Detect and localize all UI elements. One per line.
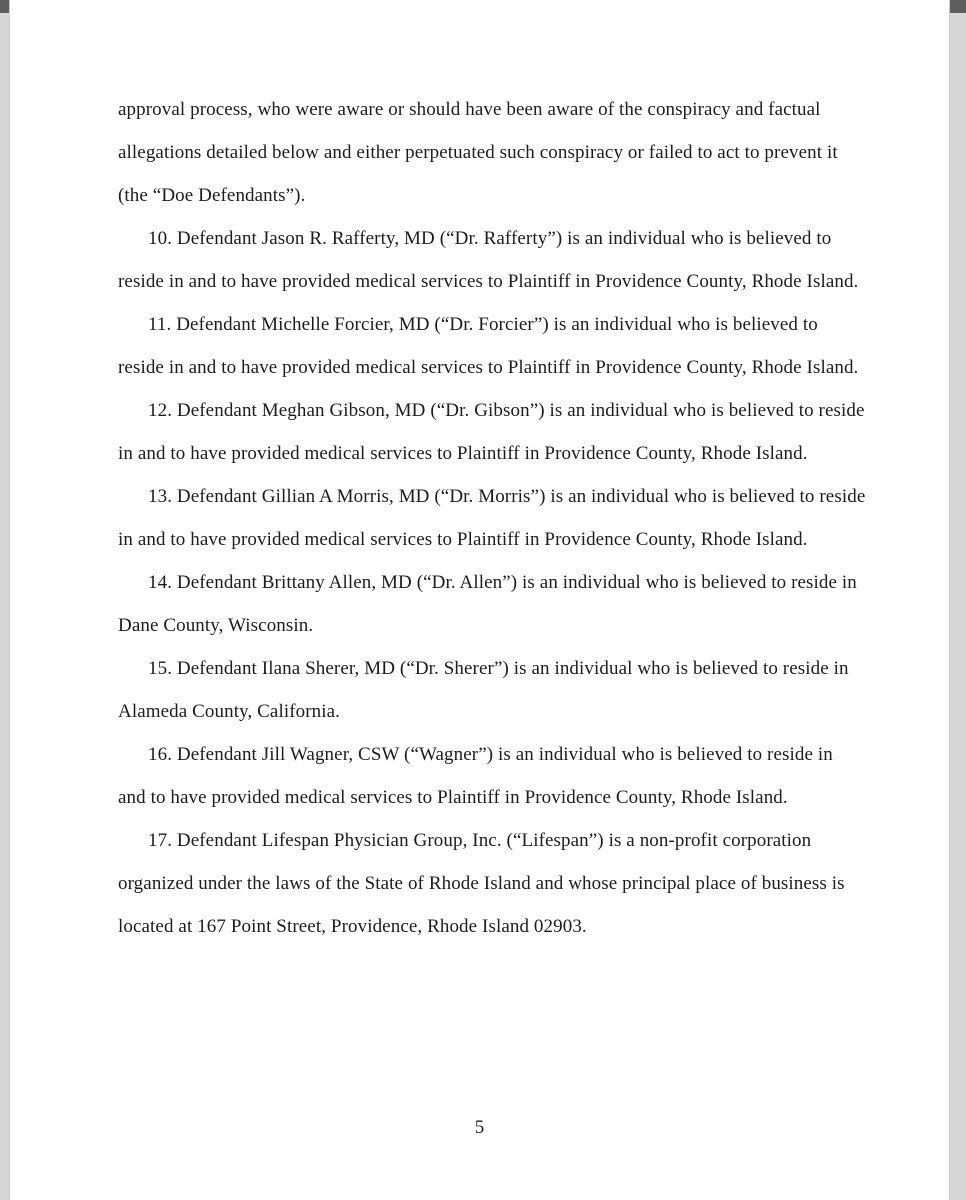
paragraph-line: 11. Defendant Michelle Forcier, MD (“Dr. Forcier”) is an individual who is believed to xyxy=(148,314,818,335)
right-page-edge xyxy=(949,0,966,1200)
paragraph-line: 10. Defendant Jason R. Rafferty, MD (“Dr. Rafferty”) is an individual who is believed to xyxy=(148,228,832,249)
paragraph-line: 17. Defendant Lifespan Physician Group, Inc. (“Lifespan”) is a non-profit corporation xyxy=(148,830,812,851)
paragraph-line: and to have provided medical services to Plaintiff in Providence County, Rhode Island. xyxy=(118,787,788,808)
paragraph-line: reside in and to have provided medical services to Plaintiff in Providence County, Rhode Island. xyxy=(118,271,859,292)
top-right-corner-mark xyxy=(950,0,966,13)
paragraph-line: Dane County, Wisconsin. xyxy=(118,615,314,636)
paragraph-line: approval process, who were aware or should have been aware of the conspiracy and factual xyxy=(118,99,821,120)
left-page-edge xyxy=(0,0,10,1200)
paragraph-line: located at 167 Point Street, Providence, Rhode Island 02903. xyxy=(118,916,587,937)
paragraph-line: 14. Defendant Brittany Allen, MD (“Dr. Allen”) is an individual who is believed to reside in xyxy=(148,572,857,593)
paragraph-line: allegations detailed below and either perpetuated such conspiracy or failed to act to prevent it xyxy=(118,142,838,163)
page-number: 5 xyxy=(474,1117,485,1138)
paragraph-line: reside in and to have provided medical services to Plaintiff in Providence County, Rhode Island. xyxy=(118,357,859,378)
paragraph-line: Alameda County, California. xyxy=(118,701,341,722)
document-page xyxy=(10,0,949,1200)
paragraph-line: 15. Defendant Ilana Sherer, MD (“Dr. Sherer”) is an individual who is believed to reside in xyxy=(148,658,849,679)
paragraph-line: 13. Defendant Gillian A Morris, MD (“Dr. Morris”) is an individual who is believed to reside xyxy=(148,486,866,507)
paragraph-line: organized under the laws of the State of Rhode Island and whose principal place of business is xyxy=(118,873,845,894)
document-text xyxy=(118,88,866,948)
paragraph-line: 12. Defendant Meghan Gibson, MD (“Dr. Gibson”) is an individual who is believed to reside xyxy=(148,400,865,421)
paragraph-line: in and to have provided medical services to Plaintiff in Providence County, Rhode Island. xyxy=(118,443,808,464)
paragraph-line: (the “Doe Defendants”). xyxy=(118,185,306,206)
paragraph-line: in and to have provided medical services to Plaintiff in Providence County, Rhode Island. xyxy=(118,529,808,550)
paragraph-line: 16. Defendant Jill Wagner, CSW (“Wagner”) is an individual who is believed to reside in xyxy=(148,744,833,765)
top-left-corner-mark xyxy=(0,0,9,13)
